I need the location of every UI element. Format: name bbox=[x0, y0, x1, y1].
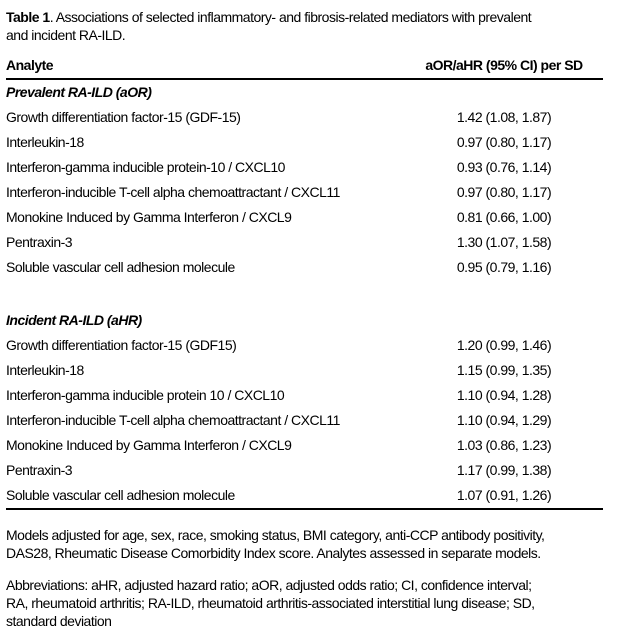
table-row bbox=[6, 130, 603, 155]
estimate-cell: 1.07 (0.91, 1.26) bbox=[456, 487, 552, 503]
adjustment-note-line: Models adjusted for age, sex, race, smoking status, BMI category, anti-CCP antibody positivity, bbox=[6, 527, 545, 543]
adjustment-note bbox=[6, 526, 620, 562]
adjustment-note-line: DAS28, Rheumatic Disease Comorbidity Index score. Analytes assessed in separate models. bbox=[6, 545, 541, 561]
abbreviations-note-line: Abbreviations: aHR, adjusted hazard ratio; aOR, adjusted odds ratio; CI, confidence interval; bbox=[6, 577, 532, 593]
analyte-cell: Soluble vascular cell adhesion molecule bbox=[6, 259, 235, 275]
analyte-cell: Pentraxin-3 bbox=[6, 462, 73, 478]
analyte-cell: Growth differentiation factor-15 (GDF15) bbox=[6, 337, 237, 353]
analyte-cell: Soluble vascular cell adhesion molecule bbox=[6, 487, 235, 503]
section-header-incident: Incident RA-ILD (aHR) bbox=[6, 312, 142, 328]
table-row bbox=[6, 433, 603, 458]
analyte-cell: Interferon-gamma inducible protein 10 / CXCL10 bbox=[6, 387, 285, 403]
analyte-cell: Interleukin-18 bbox=[6, 362, 84, 378]
section-gap bbox=[6, 280, 603, 308]
table-row bbox=[6, 383, 603, 408]
column-header-estimate: aOR/aHR (95% CI) per SD bbox=[425, 57, 583, 73]
column-header-analyte: Analyte bbox=[6, 57, 54, 73]
analyte-cell: Interleukin-18 bbox=[6, 134, 84, 150]
analyte-cell: Monokine Induced by Gamma Interferon / CXCL9 bbox=[6, 209, 292, 225]
page-title bbox=[6, 8, 620, 44]
title-table-number: Table 1 bbox=[6, 9, 50, 25]
table-row bbox=[6, 408, 603, 433]
abbreviations-note-line: standard deviation bbox=[6, 613, 112, 629]
estimate-cell: 0.95 (0.79, 1.16) bbox=[456, 259, 552, 275]
table-row bbox=[6, 458, 603, 483]
table-body bbox=[6, 80, 603, 510]
abbreviations-note-line: RA, rheumatoid arthritis; RA-ILD, rheumatoid arthritis-associated interstitial lung disease; SD, bbox=[6, 595, 535, 611]
table-row bbox=[6, 205, 603, 230]
estimate-cell: 1.30 (1.07, 1.58) bbox=[456, 234, 552, 250]
table-row bbox=[6, 155, 603, 180]
analyte-cell: Monokine Induced by Gamma Interferon / CXCL9 bbox=[6, 437, 292, 453]
table-row bbox=[6, 180, 603, 205]
estimate-cell: 0.81 (0.66, 1.00) bbox=[456, 209, 552, 225]
estimate-cell: 1.10 (0.94, 1.29) bbox=[456, 412, 552, 428]
table-row bbox=[6, 105, 603, 130]
title-line-1 bbox=[6, 8, 620, 26]
section-header-prevalent: Prevalent RA-ILD (aOR) bbox=[6, 84, 152, 100]
title-line-2: and incident RA-ILD. bbox=[6, 27, 126, 43]
estimate-cell: 1.03 (0.86, 1.23) bbox=[456, 437, 552, 453]
estimate-cell: 1.42 (1.08, 1.87) bbox=[456, 109, 552, 125]
table-row bbox=[6, 483, 603, 508]
analyte-cell: Interferon-inducible T-cell alpha chemoattractant / CXCL11 bbox=[6, 412, 340, 428]
analyte-cell: Interferon-inducible T-cell alpha chemoattractant / CXCL11 bbox=[6, 184, 340, 200]
table-row bbox=[6, 230, 603, 255]
results-table bbox=[6, 56, 603, 510]
analyte-cell: Pentraxin-3 bbox=[6, 234, 73, 250]
analyte-cell: Growth differentiation factor-15 (GDF-15) bbox=[6, 109, 241, 125]
estimate-cell: 0.97 (0.80, 1.17) bbox=[456, 134, 552, 150]
table-row bbox=[6, 333, 603, 358]
table-row bbox=[6, 358, 603, 383]
estimate-cell: 1.15 (0.99, 1.35) bbox=[456, 362, 552, 378]
estimate-cell: 1.10 (0.94, 1.28) bbox=[456, 387, 552, 403]
analyte-cell: Interferon-gamma inducible protein-10 / CXCL10 bbox=[6, 159, 285, 175]
estimate-cell: 1.20 (0.99, 1.46) bbox=[456, 337, 552, 353]
abbreviations-note bbox=[6, 576, 620, 630]
table-row bbox=[6, 255, 603, 280]
estimate-cell: 0.93 (0.76, 1.14) bbox=[456, 159, 552, 175]
estimate-cell: 0.97 (0.80, 1.17) bbox=[456, 184, 552, 200]
table-header-row bbox=[6, 56, 603, 80]
title-text: . Associations of selected inflammatory- and fibrosis-related mediators with prevalent bbox=[49, 9, 532, 25]
estimate-cell: 1.17 (0.99, 1.38) bbox=[456, 462, 552, 478]
